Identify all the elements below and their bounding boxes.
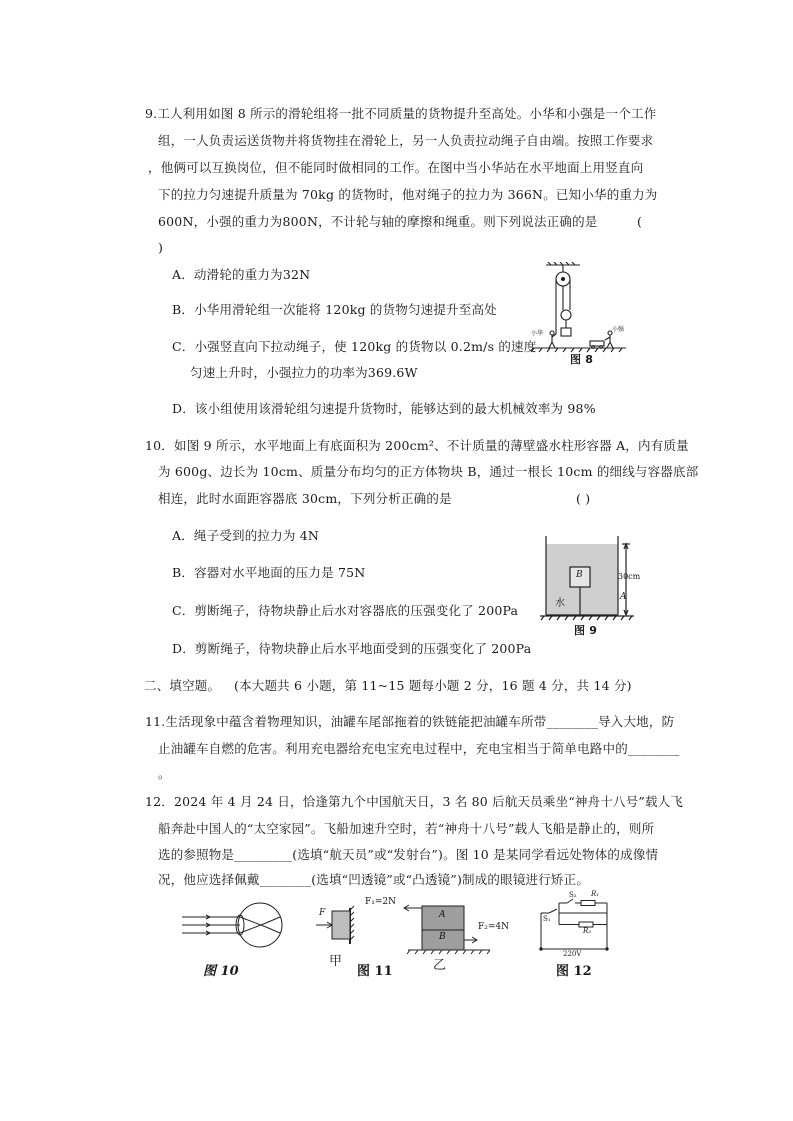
q10-option-b: B．容器对水平地面的压力是 75N bbox=[172, 565, 366, 580]
figure-11-caption: 图 11 bbox=[357, 964, 393, 979]
q9-line-6: ) bbox=[158, 240, 164, 255]
figure-11-block-a: A bbox=[439, 910, 446, 920]
figure-11-blocks bbox=[312, 894, 527, 964]
q11-line-2: 止油罐车自燃的危害。利用充电器给充电宝充电过程中，充电宝相当于简单电路中的________ bbox=[158, 741, 680, 756]
figure-9-container-label: A bbox=[620, 592, 627, 602]
q12-line-4: 况，他应选择佩戴________(选填“凹透镜”或“凸透镜”)制成的眼镜进行矫正。 bbox=[158, 872, 590, 887]
figure-11-force-f1: F₁=2N bbox=[365, 897, 396, 907]
q12-line-1: 12．2024 年 4 月 24 日，恰逢第九个中国航天日，3 名 80 后航天员乘坐“神舟十八号”载人飞 bbox=[145, 794, 684, 809]
section-2-note: (本大题共 6 小题，第 11~15 题每小题 2 分，16 题 4 分，共 14 分) bbox=[234, 678, 632, 693]
q11-line-3: 。 bbox=[158, 766, 171, 781]
figure-11-force-f2: F₂=4N bbox=[478, 922, 509, 932]
q9-option-d: D．该小组使用该滑轮组匀速提升货物时，能够达到的最大机械效率为 98% bbox=[172, 401, 596, 416]
figure-12-voltage: 220V bbox=[563, 950, 582, 958]
figure-11-right-label: 乙 bbox=[433, 958, 447, 973]
figure-9-container bbox=[538, 534, 641, 624]
figure-9-water-label: 水 bbox=[555, 598, 565, 609]
figure-8-label-xiaohua: 小华 bbox=[531, 330, 544, 337]
figure-12-caption: 图 12 bbox=[556, 964, 592, 979]
figure-8-label-xiaoqiang: 小强 bbox=[612, 326, 625, 333]
q9-line-1: 9.工人利用如图 8 所示的滑轮组将一批不同质量的货物提升至高处。小华和小强是一个工作 bbox=[145, 106, 657, 121]
figure-12-r1: R₁ bbox=[591, 890, 600, 898]
q9-line-5: 600N，小强的重力为800N，不计轮与轴的摩擦和绳重。则下列说法正确的是 bbox=[158, 214, 598, 229]
q10-option-d: D．剪断绳子，待物块静止后水平地面受到的压强变化了 200Pa bbox=[172, 641, 532, 656]
q12-line-3: 选的参照物是_________(选填“航天员”或“发射台”)。图 10 是某同学看远处物体的成像情 bbox=[158, 847, 659, 862]
q11-line-1: 11.生活现象中蕴含着物理知识，油罐车尾部拖着的铁链能把油罐车所带________导入大地，防 bbox=[145, 714, 675, 729]
q10-answer-bracket: ( ) bbox=[576, 491, 591, 506]
figure-11-block-b: B bbox=[439, 932, 446, 942]
q10-option-c: C．剪断绳子，待物块静止后水对容器底的压强变化了 200Pa bbox=[172, 603, 519, 618]
q9-line-4: 下的拉力匀速提升质量为 70kg 的货物时，他对绳子的拉力为 366N。已知小华的重力为 bbox=[158, 187, 658, 202]
figure-8-pulley bbox=[528, 262, 628, 362]
figure-12-s1: S₁ bbox=[543, 915, 551, 923]
q12-line-2: 船奔赴中国人的“太空家园”。飞船加速升空时，若“神舟十八号”载人飞船是静止的，则所 bbox=[158, 821, 655, 836]
figure-12-r2: R₂ bbox=[583, 927, 592, 935]
figure-11-force-f: F bbox=[319, 908, 326, 918]
q9-option-a: A．动滑轮的重力为32N bbox=[172, 267, 311, 282]
figure-11-left-label: 甲 bbox=[329, 954, 343, 969]
q9-line-2: 组，一人负责运送货物并将货物挂在滑轮上，另一人负责拉动绳子自由端。按照工作要求 bbox=[158, 133, 654, 148]
section-2-title: 二、填空题。 bbox=[144, 678, 221, 693]
figure-9-caption: 图 9 bbox=[574, 624, 598, 637]
figure-12-s2: S₂ bbox=[569, 891, 577, 899]
q9-option-c-cont: 匀速上升时，小强拉力的功率为369.6W bbox=[190, 365, 418, 380]
figure-9-block-label: B bbox=[576, 570, 583, 580]
figure-9-height-label: 30cm bbox=[618, 572, 641, 581]
figure-10-eye bbox=[180, 897, 300, 957]
q9-option-c: C．小强竖直向下拉动绳子，使 120kg 的货物以 0.2m/s 的速度 bbox=[172, 339, 537, 354]
q9-option-b: B．小华用滑轮组一次能将 120kg 的货物匀速提升至高处 bbox=[172, 302, 497, 317]
q9-answer-bracket: ( bbox=[637, 214, 643, 229]
figure-12-circuit bbox=[535, 890, 615, 958]
figure-10-caption: 图 10 bbox=[203, 964, 239, 979]
q10-option-a: A．绳子受到的拉力为 4N bbox=[172, 528, 319, 543]
q10-line-1: 10．如图 9 所示，水平地面上有底面积为 200cm²、不计质量的薄壁盛水柱形容器 A，内有质量 bbox=[145, 438, 689, 453]
q10-line-2: 为 600g、边长为 10cm、质量分布均匀的正方体物块 B，通过一根长 10cm 的细线与容器底部 bbox=[158, 464, 699, 479]
q9-line-3: ，他俩可以互换岗位，但不能同时做相同的工作。在图中当小华站在水平地面上用竖直向 bbox=[148, 160, 644, 175]
q10-line-3: 相连，此时水面距容器底 30cm，下列分析正确的是 bbox=[158, 491, 452, 506]
figure-8-caption: 图 8 bbox=[570, 353, 594, 366]
